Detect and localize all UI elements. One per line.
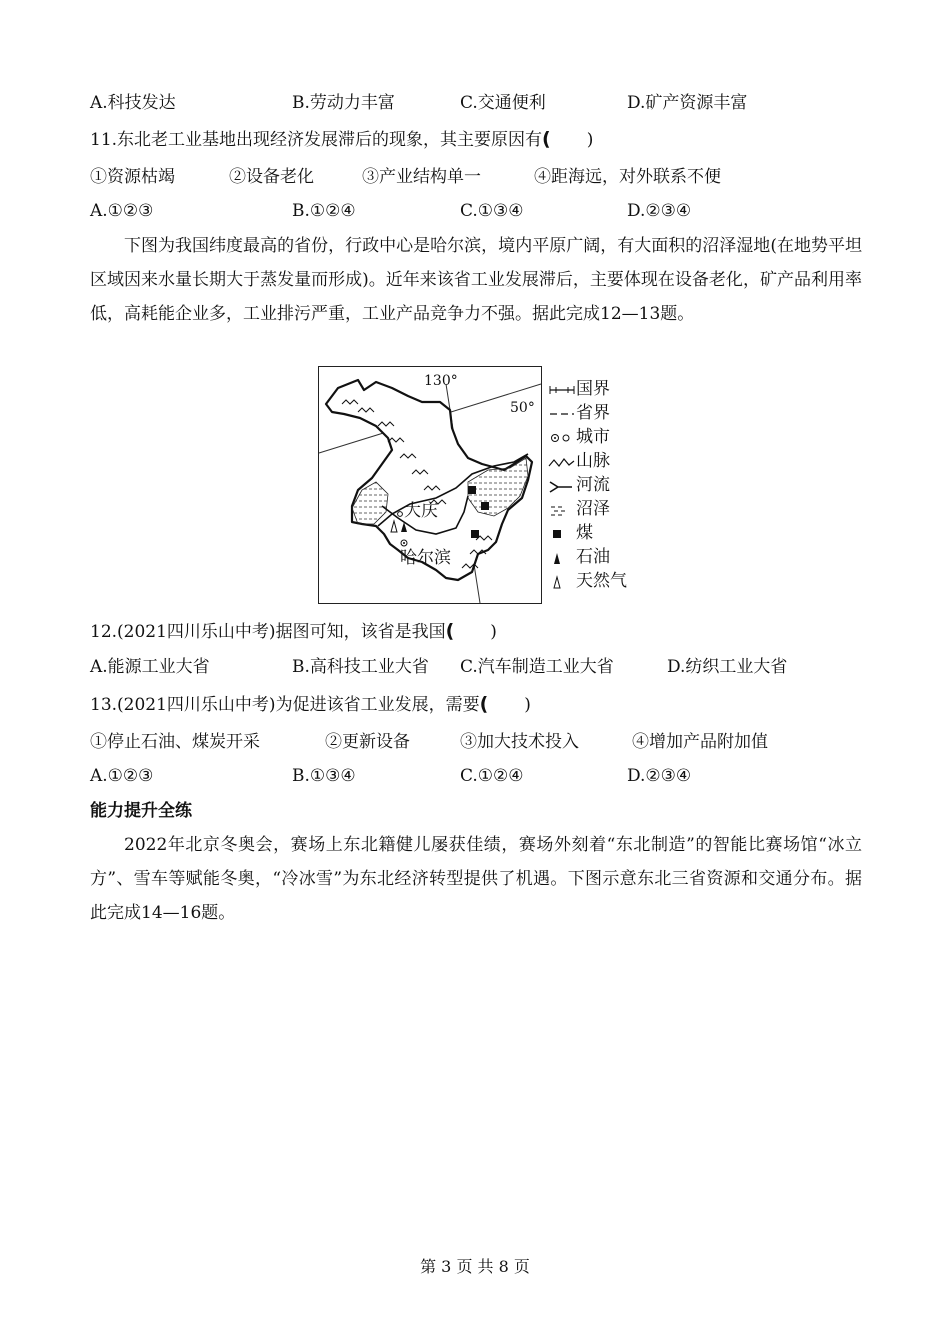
q11-stem-line <box>90 128 593 151</box>
q13-paren-open: ( <box>479 693 489 715</box>
q12-option-d: D.纺织工业大省 <box>667 657 788 677</box>
legend-coal <box>548 522 593 544</box>
q10-option-a: A.科技发达 <box>90 93 176 113</box>
q10-option-c: C.交通便利 <box>460 93 546 113</box>
legend-label: 沼泽 <box>576 499 610 519</box>
q12-stem-line <box>90 620 497 643</box>
q13-stem-line <box>90 693 531 716</box>
oil-icon <box>548 549 576 567</box>
daqing-label: 大庆 <box>404 501 438 521</box>
page-footer: 第 3 页 共 8 页 <box>420 1257 530 1276</box>
city-icon <box>548 429 576 447</box>
longitude-label: 130° <box>424 373 458 389</box>
intro-paragraph-14-16: 2022年北京冬奥会，赛场上东北籍健儿屡获佳绩，赛场外刻着“东北制造”的智能比赛场馆“冰立方”、雪车等赋能冬奥，“冷冰雪”为东北经济转型提供了机遇。下图示意东北三省资源和交通分布。据此完成14—16题。 <box>90 835 862 923</box>
q13-option-a: A.①②③ <box>90 766 154 786</box>
coal-icon <box>548 525 576 543</box>
q12-option-a: A.能源工业大省 <box>90 657 210 677</box>
q13-item-3: ③加大技术投入 <box>460 732 579 752</box>
q11-paren-close: ) <box>586 130 594 150</box>
q12-paren-open: ( <box>445 620 455 642</box>
q13-paren-close: ) <box>524 695 531 715</box>
latitude-label: 50° <box>510 400 535 416</box>
q11-paren-open: ( <box>542 128 551 150</box>
q12-option-c: C.汽车制造工业大省 <box>460 657 614 677</box>
coal-mark-1 <box>468 486 476 494</box>
legend-city <box>548 426 610 448</box>
legend-national-border <box>548 378 610 400</box>
legend-label: 城市 <box>576 427 610 447</box>
legend-label: 天然气 <box>576 571 627 591</box>
q10-option-b: B.劳动力丰富 <box>292 93 395 113</box>
legend-label: 河流 <box>576 475 610 495</box>
q11-item-4: ④距海远，对外联系不便 <box>534 167 721 187</box>
legend-mountain <box>548 450 610 472</box>
q13-stem: 13.(2021四川乐山中考)为促进该省工业发展，需要 <box>90 695 480 715</box>
q12-paren-close: ) <box>490 622 497 642</box>
coal-mark-2 <box>481 502 489 510</box>
harbin-label: 哈尔滨 <box>400 548 451 568</box>
q11-stem: 11.东北老工业基地出现经济发展滞后的现象，其主要原因有 <box>90 130 543 150</box>
legend-label: 石油 <box>576 547 610 567</box>
q11-item-3: ③产业结构单一 <box>362 167 481 187</box>
q11-option-a: A.①②③ <box>90 201 154 221</box>
legend-label: 国界 <box>576 379 610 399</box>
q11-option-b: B.①②④ <box>292 201 356 221</box>
q13-item-4: ④增加产品附加值 <box>632 732 768 752</box>
river-icon <box>548 477 576 495</box>
provincial-border-icon <box>548 405 576 423</box>
q12-option-b: B.高科技工业大省 <box>292 657 429 677</box>
q13-option-d: D.②③④ <box>627 766 692 786</box>
legend-gas <box>548 570 627 592</box>
q11-option-c: C.①③④ <box>460 201 524 221</box>
q12-stem: 12.(2021四川乐山中考)据图可知，该省是我国 <box>90 622 446 642</box>
legend-provincial-border <box>548 402 610 424</box>
legend-oil <box>548 546 610 568</box>
q13-option-c: C.①②④ <box>460 766 524 786</box>
legend-label: 煤 <box>576 523 593 543</box>
q13-item-2: ②更新设备 <box>325 732 410 752</box>
q10-option-d: D.矿产资源丰富 <box>627 93 748 113</box>
legend-label: 山脉 <box>576 451 610 471</box>
legend-river <box>548 474 610 496</box>
heilongjiang-map <box>318 366 542 604</box>
mountain-icon <box>548 453 576 471</box>
q11-item-2: ②设备老化 <box>229 167 314 187</box>
swamp-icon <box>548 501 576 519</box>
daqing-city-mark <box>398 512 403 517</box>
q11-option-d: D.②③④ <box>627 201 692 221</box>
section-title: 能力提升全练 <box>90 801 192 821</box>
q13-option-b: B.①③④ <box>292 766 356 786</box>
legend-swamp <box>548 498 610 520</box>
coal-mark-3 <box>471 530 479 538</box>
gas-icon <box>548 573 576 591</box>
q13-item-1: ①停止石油、煤炭开采 <box>90 732 260 752</box>
q11-item-1: ①资源枯竭 <box>90 167 175 187</box>
legend-label: 省界 <box>576 403 610 423</box>
intro-paragraph-12-13: 下图为我国纬度最高的省份，行政中心是哈尔滨，境内平原广阔，有大面积的沼泽湿地(在地势平坦区域因来水量长期大于蒸发量而形成)。近年来该省工业发展滞后，主要体现在设备老化，矿产品利用率低，高耗能企业多，工业排污严重，工业产品竞争力不强。据此完成12—13题。 <box>90 236 862 324</box>
national-border-icon <box>548 381 576 399</box>
